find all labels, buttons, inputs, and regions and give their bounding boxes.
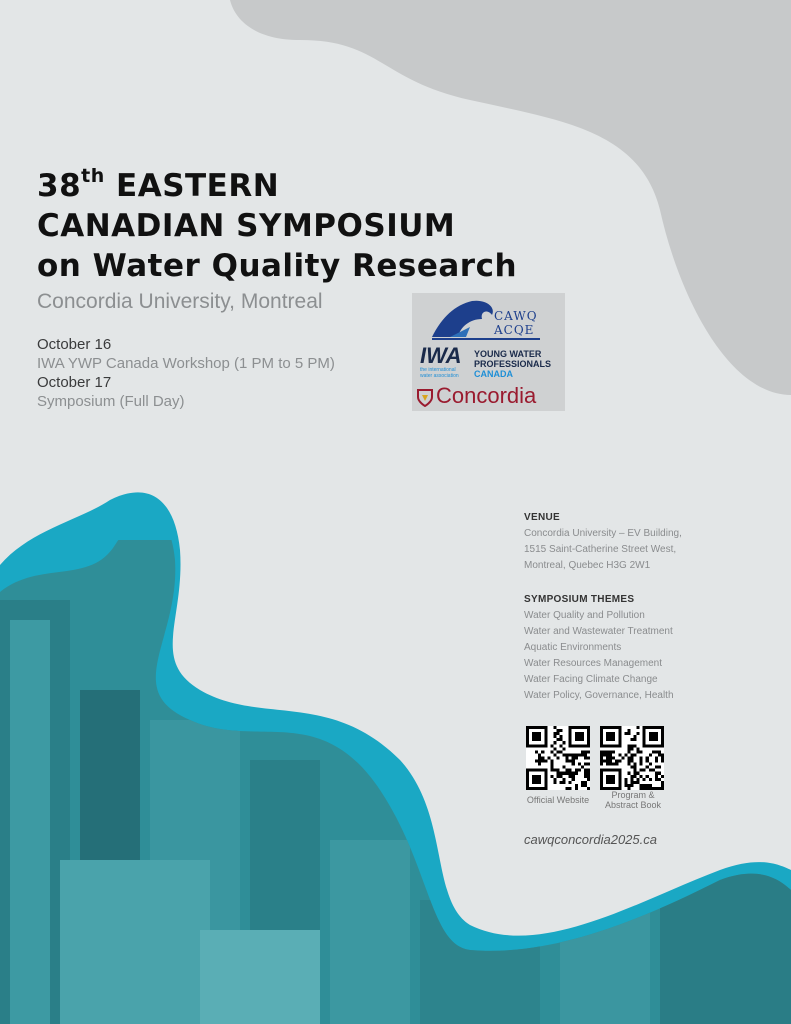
- title-line2: CANADIAN SYMPOSIUM: [37, 208, 456, 244]
- cawq-logo-text: [494, 309, 538, 337]
- date-description: Symposium (Full Day): [37, 393, 185, 410]
- theme-item: Water and Wastewater Treatment: [524, 626, 673, 637]
- acqe-name: ACQE: [494, 323, 535, 337]
- theme-item: Water Policy, Governance, Health: [524, 690, 674, 701]
- theme-item: Aquatic Environments: [524, 642, 622, 653]
- date-description: IWA YWP Canada Workshop (1 PM to 5 PM): [37, 355, 335, 372]
- qr-code-website[interactable]: [526, 726, 590, 790]
- location-subtitle: Concordia University, Montreal: [37, 290, 323, 313]
- date-label: October 17: [37, 374, 112, 391]
- iwa-mark: IWA: [420, 343, 462, 368]
- theme-item: Water Resources Management: [524, 658, 663, 669]
- ywp-line3: CANADA: [474, 369, 513, 379]
- title-ordinal: th: [81, 164, 105, 187]
- qr-caption-website: [519, 795, 597, 805]
- qr-caption-program: [594, 790, 672, 810]
- themes-heading: SYMPOSIUM THEMES: [524, 594, 635, 605]
- venue-line: Concordia University – EV Building,: [524, 528, 682, 539]
- page-title: [37, 166, 517, 286]
- title-line1: EASTERN: [104, 168, 280, 204]
- website-link[interactable]: cawqconcordia2025.ca: [524, 832, 657, 847]
- ywp-logo-text: [474, 349, 551, 379]
- iwa-logo: [420, 345, 468, 381]
- ywp-line1: YOUNG WATER: [474, 349, 542, 359]
- date-label: October 16: [37, 336, 112, 353]
- event-dates: [37, 335, 335, 411]
- theme-item: Water Facing Climate Change: [524, 674, 658, 685]
- cawq-name: CAWQ: [494, 309, 538, 323]
- ywp-line2: PROFESSIONALS: [474, 359, 552, 369]
- qr-code-program[interactable]: [600, 726, 664, 790]
- qr-caption-line: Program &: [611, 790, 655, 800]
- venue-line: Montreal, Quebec H3G 2W1: [524, 560, 651, 571]
- title-line3: on Water Quality Research: [37, 248, 518, 284]
- venue-line: 1515 Saint-Catherine Street West,: [524, 544, 677, 555]
- themes-section: [524, 594, 674, 704]
- venue-section: [524, 512, 682, 574]
- qr-caption-line: Official Website: [526, 795, 590, 805]
- sponsor-logos: [412, 293, 565, 411]
- title-number: 38: [37, 168, 82, 204]
- iwa-subtitle: the international water association: [420, 367, 459, 379]
- concordia-shield-icon: [416, 387, 434, 407]
- theme-item: Water Quality and Pollution: [524, 610, 645, 621]
- qr-caption-line: Abstract Book: [604, 800, 662, 810]
- concordia-wordmark: Concordia: [436, 383, 537, 408]
- venue-heading: VENUE: [524, 512, 560, 523]
